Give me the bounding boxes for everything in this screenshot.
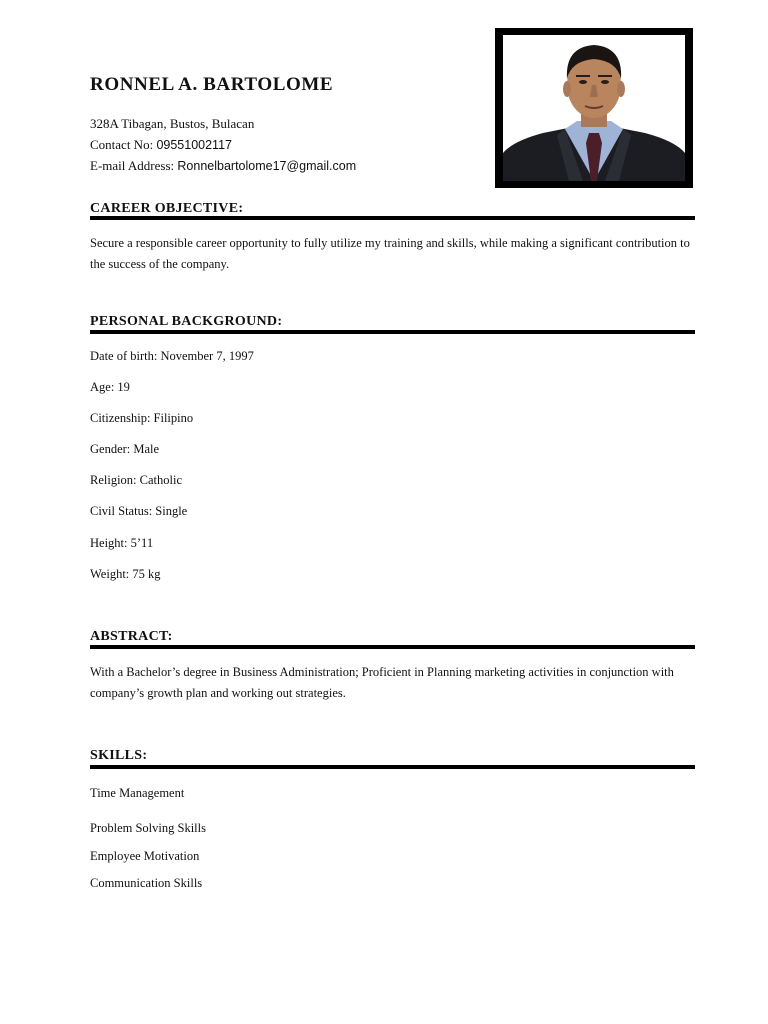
citizenship-item: Citizenship: Filipino (90, 411, 194, 425)
abstract-divider (90, 645, 695, 649)
email-address: Ronnelbartolome17@gmail.com (177, 159, 357, 173)
career-objective-heading: CAREER OBJECTIVE: (90, 201, 244, 216)
dob-item: Date of birth: November 7, 1997 (90, 349, 254, 363)
skill-item: Employee Motivation (90, 849, 200, 863)
height-item: Height: 5’11 (90, 536, 154, 550)
abstract-heading: ABSTRACT: (90, 629, 173, 644)
skill-item: Time Management (90, 786, 185, 800)
skill-item: Communication Skills (90, 876, 203, 890)
religion-item: Religion: Catholic (90, 473, 183, 487)
profile-photo (503, 35, 685, 181)
email-line (90, 158, 356, 174)
profile-photo-frame (495, 28, 693, 188)
address-line (90, 116, 254, 132)
civil-status-item: Civil Status: Single (90, 504, 188, 518)
email-label: E-mail Address: (90, 158, 175, 173)
personal-background-divider (90, 330, 695, 334)
contact-label: Contact No: (90, 137, 154, 152)
applicant-name: RONNEL A. BARTOLOME (90, 74, 334, 95)
career-objective-divider (90, 216, 695, 220)
gender-item: Gender: Male (90, 442, 160, 456)
contact-number: 09551002117 (156, 138, 232, 152)
personal-background-heading: PERSONAL BACKGROUND: (90, 314, 283, 329)
contact-number-line (90, 137, 232, 153)
skills-heading: SKILLS: (90, 748, 148, 763)
skill-item: Problem Solving Skills (90, 821, 206, 835)
career-objective-text: Secure a responsible career opportunity to fully utilize my training and skills, while making a significant contribution to the success of the company. (90, 236, 690, 271)
age-item: Age: 19 (90, 380, 130, 394)
abstract-text: With a Bachelor’s degree in Business Administration; Proficient in Planning marketing activities in conjunction with company’s growth plan and working out strategies. (90, 665, 674, 700)
address-text: 328A Tibagan, Bustos, Bulacan (90, 116, 255, 131)
weight-item: Weight: 75 kg (90, 567, 161, 581)
skills-divider (90, 765, 695, 769)
